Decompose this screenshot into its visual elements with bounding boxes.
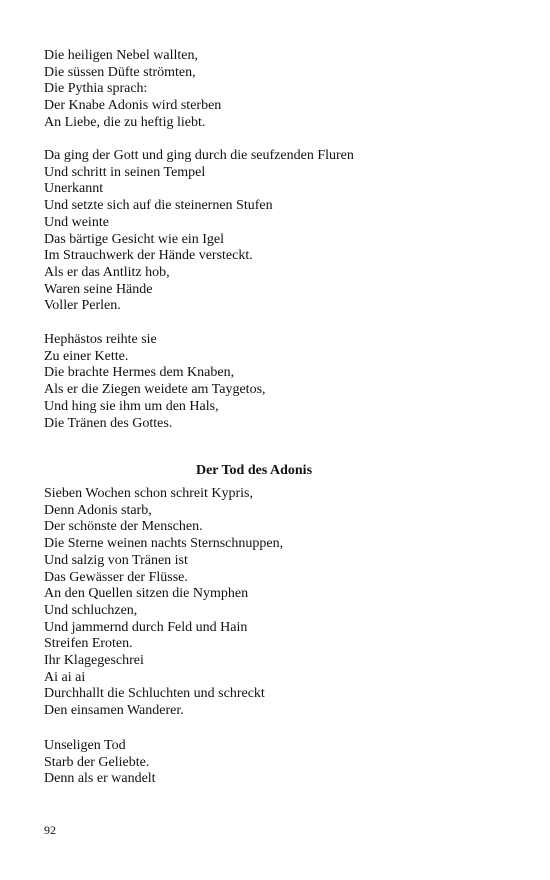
stanza-1 [44, 48, 504, 132]
poem-title: Der Tod des Adonis [195, 463, 313, 478]
poem-line: Als er die Ziegen weidete am Taygetos, [44, 382, 266, 398]
poem-line: Und jammernd durch Feld und Hain [44, 619, 248, 635]
poem-line: Denn Adonis starb, [44, 502, 152, 518]
poem-line: Und salzig von Tränen ist [44, 552, 188, 568]
stanza-4 [44, 486, 504, 720]
stanza-2 [44, 148, 504, 315]
poem-line: Hephästos reihte sie [44, 332, 157, 347]
poem-line: Und hing sie ihm um den Hals, [44, 398, 219, 414]
poem-line: Der Knabe Adonis wird sterben [44, 98, 222, 114]
poem-line: Ihr Klagegeschrei [44, 653, 144, 669]
poem-line: Im Strauchwerk der Hände versteckt. [44, 248, 253, 264]
poem-line: Die brachte Hermes dem Knaben, [44, 365, 235, 381]
poem-line: Voller Perlen. [44, 298, 121, 314]
poem-line: Und weinte [44, 214, 109, 230]
poem-line: An Liebe, die zu heftig liebt. [44, 114, 206, 130]
poem-line: Als er das Antlitz hob, [44, 264, 170, 280]
poem-line: Die Tränen des Gottes. [44, 415, 173, 431]
stanza-5 [44, 738, 504, 788]
poem-line: Durchhallt die Schluchten und schreckt [44, 686, 265, 702]
poem-line: Und schritt in seinen Tempel [44, 164, 206, 180]
poem-line: Die süssen Düfte strömten, [44, 64, 196, 80]
poem-line: Streifen Eroten. [44, 636, 133, 652]
poem-line: Starb der Geliebte. [44, 754, 150, 770]
poem-line: Die heiligen Nebel wallten, [44, 48, 198, 63]
poem-line: Der schönste der Menschen. [44, 519, 203, 535]
poem-line: Das Gewässer der Flüsse. [44, 569, 188, 585]
poem-line: Die Pythia sprach: [44, 81, 148, 97]
poem-line: Das bärtige Gesicht wie ein Igel [44, 231, 224, 247]
poem-line: Zu einer Kette. [44, 348, 129, 364]
poem-line: Und setzte sich auf die steinernen Stufen [44, 198, 273, 214]
poem-line: Sieben Wochen schon schreit Kypris, [44, 486, 253, 501]
poem-line: Die Sterne weinen nachts Sternschnuppen, [44, 536, 284, 552]
poem-line: An den Quellen sitzen die Nymphen [44, 586, 249, 602]
poem-line: Waren seine Hände [44, 281, 153, 297]
poem-line: Und schluchzen, [44, 602, 138, 618]
poem-line: Da ging der Gott und ging durch die seufzenden Fluren [44, 148, 354, 163]
page-number: 92 [44, 823, 56, 837]
poem-line: Unseligen Tod [44, 738, 126, 753]
stanza-3 [44, 332, 504, 432]
poem-line: Unerkannt [44, 181, 104, 197]
poem-line: Ai ai ai [44, 669, 86, 685]
poem-line: Den einsamen Wanderer. [44, 703, 184, 719]
poem-line: Denn als er wandelt [44, 771, 156, 787]
